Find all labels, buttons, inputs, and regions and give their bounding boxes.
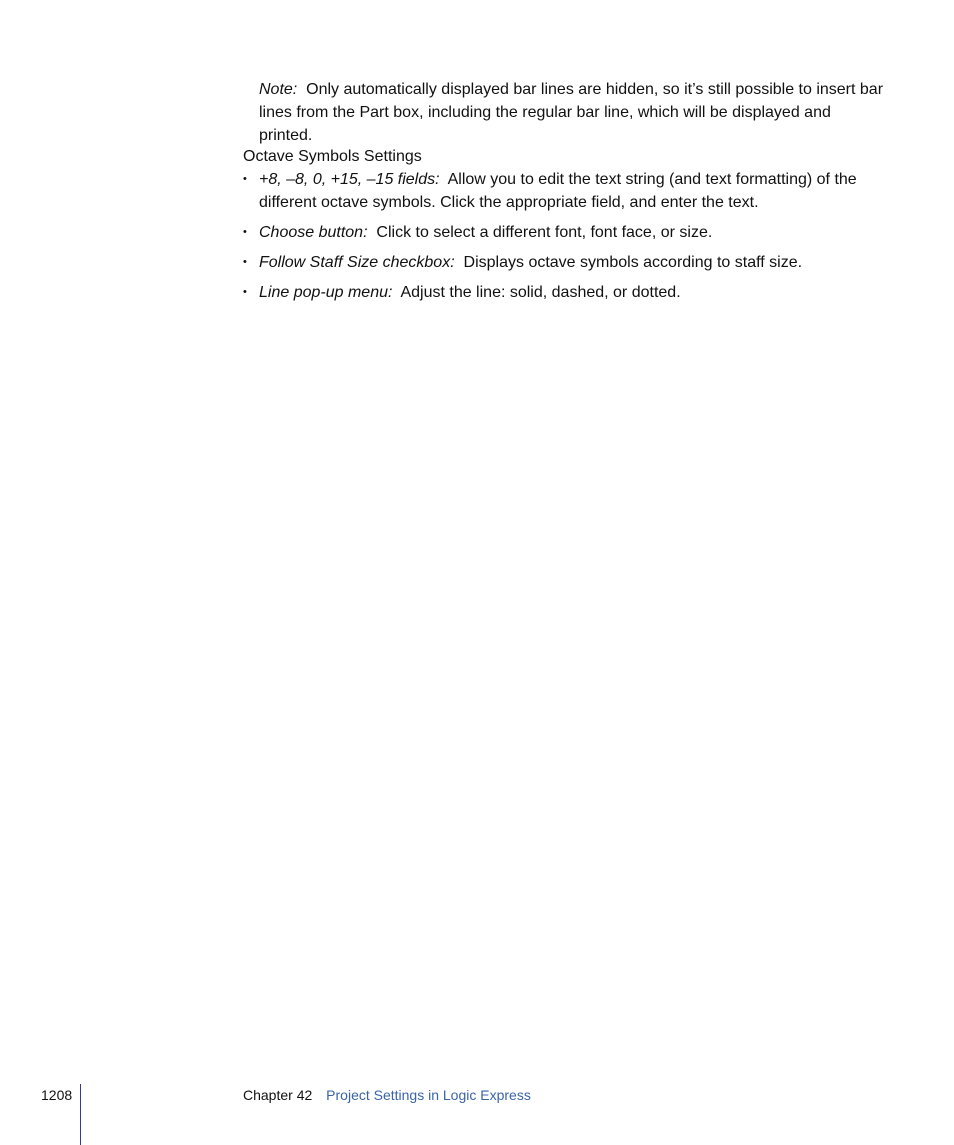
settings-list: [243, 168, 884, 311]
bullet-icon: •: [243, 226, 247, 238]
list-item: [243, 251, 884, 274]
footer-chapter: [243, 1086, 531, 1104]
chapter-title: Project Settings in Logic Express: [326, 1087, 531, 1103]
bullet-icon: •: [243, 286, 247, 298]
list-item-term: Choose button:: [259, 224, 368, 241]
note-text: Only automatically displayed bar lines are hidden, so it’s still possible to insert bar lines from the Part box, including the regular bar line, which will be displayed and printed.: [259, 81, 884, 144]
page-number: 1208: [41, 1087, 73, 1103]
list-item: [243, 168, 884, 214]
list-item-text: Click to select a different font, font face, or size.: [376, 224, 713, 241]
list-item-term: Follow Staff Size checkbox:: [259, 254, 455, 271]
footer-divider: [80, 1084, 81, 1145]
section-heading: Octave Symbols Settings: [243, 148, 422, 165]
list-item: [243, 221, 884, 244]
list-item-term: Line pop-up menu:: [259, 284, 393, 301]
list-item-text: Displays octave symbols according to staff size.: [463, 254, 803, 271]
list-item-text: Adjust the line: solid, dashed, or dotted.: [400, 284, 681, 301]
list-item: [243, 281, 884, 304]
bullet-icon: •: [243, 173, 247, 185]
note-lead: Note:: [259, 81, 298, 98]
list-item-text: Allow you to edit the text string (and text formatting) of the different octave symbols. Click the appropriate field, and enter the text.: [259, 171, 857, 211]
chapter-label: Chapter 42: [243, 1087, 313, 1103]
bullet-icon: •: [243, 256, 247, 268]
list-item-term: +8, –8, 0, +15, –15 fields:: [259, 171, 440, 188]
note-paragraph: [259, 78, 884, 147]
